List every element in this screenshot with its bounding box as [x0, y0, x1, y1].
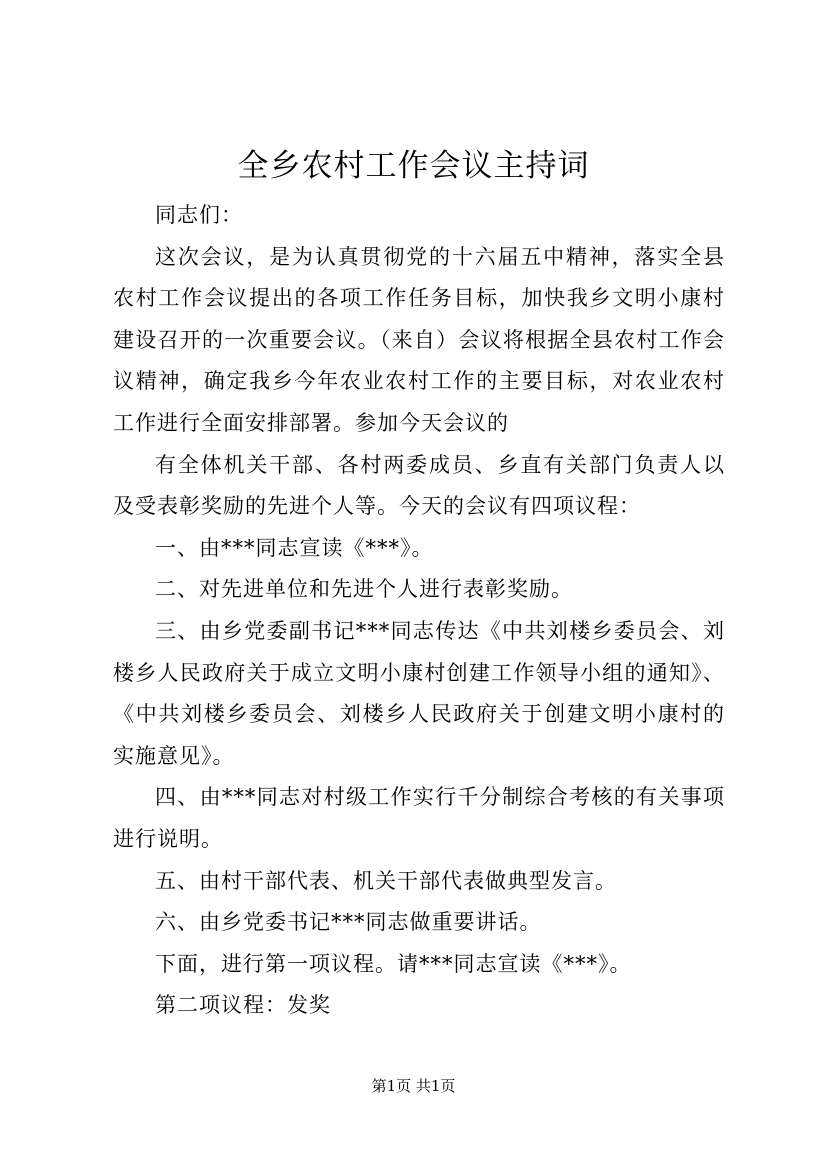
agenda-item-2: 二、对先进单位和先进个人进行表彰奖励。 [155, 577, 573, 602]
agenda-item-4: 四、由***同志对村级工作实行千分制综合考核的有关事项进行说明。 [113, 785, 725, 851]
document-title: 全乡农村工作会议主持词 [237, 148, 590, 184]
document-body [113, 195, 725, 1027]
salutation: 同志们： [155, 203, 243, 227]
agenda-item-5: 五、由村干部代表、机关干部代表做典型发言。 [155, 868, 617, 893]
page-footer: 第1页 共1页 [371, 1077, 456, 1095]
paragraph-first-item: 下面，进行第一项议程。请***同志宣读《***》。 [155, 951, 632, 976]
paragraph-intro: 这次会议，是为认真贯彻党的十六届五中精神，落实全县农村工作会议提出的各项工作任务目标，加快我乡文明小康村建设召开的一次重要会议。（来自）会议将根据全县农村工作会议精神，确定我乡今年农业农村工作的主要目标，对农业农村工作进行全面安排部署。参加今天会议的 [113, 244, 725, 435]
agenda-item-3: 三、由乡党委副书记***同志传达《中共刘楼乡委员会、刘楼乡人民政府关于成立文明小康村创建工作领导小组的通知》、《中共刘楼乡委员会、刘楼乡人民政府关于创建文明小康村的实施意见》。 [113, 618, 725, 768]
paragraph-second-item: 第二项议程：发奖 [155, 993, 331, 1018]
paragraph-attendees: 有全体机关干部、各村两委成员、乡直有关部门负责人以及受表彰奖励的先进个人等。今天的会议有四项议程： [113, 452, 725, 519]
agenda-item-1: 一、由***同志宣读《***》。 [155, 535, 434, 560]
agenda-item-6: 六、由乡党委书记***同志做重要讲话。 [155, 910, 542, 935]
